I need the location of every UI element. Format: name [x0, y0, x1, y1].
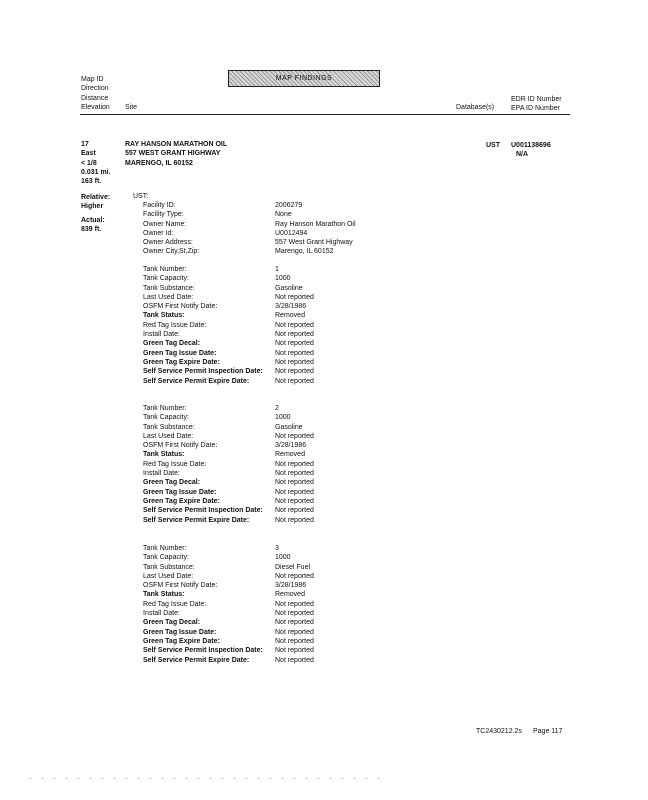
tank-field-label: Green Tag Issue Date:	[143, 628, 217, 636]
tank-field-label: Self Service Permit Expire Date:	[143, 516, 250, 524]
tank-field-label: Tank Substance:	[143, 284, 195, 292]
tank-field-label: Tank Substance:	[143, 563, 195, 571]
tank-field-value: Not reported	[275, 349, 314, 357]
tank-field-value: Not reported	[275, 340, 314, 348]
facility-value: None	[275, 211, 292, 219]
facility-label: Owner Id:	[143, 229, 174, 237]
tank-field-label: Tank Status:	[143, 451, 185, 459]
tank-field-value: 3	[275, 545, 279, 552]
database-value: UST	[486, 142, 500, 149]
elevation-label: Elevation	[81, 103, 110, 111]
tank-2-values	[275, 405, 314, 526]
tank-field-value: Not reported	[275, 377, 314, 385]
edr-id-value: U001138696	[511, 142, 551, 149]
tank-field-value: Not reported	[275, 619, 314, 627]
tank-field-value: Gasoline	[275, 284, 303, 292]
epa-id-value: N/A	[516, 151, 529, 158]
document-id: TC2430212.2s	[476, 728, 522, 735]
distance-label: Distance	[81, 94, 109, 102]
tank-field-label: Tank Capacity:	[143, 414, 189, 422]
left-header-labels	[81, 76, 110, 113]
facility-value: 557 West Grant Highway	[275, 239, 353, 247]
tank-field-value: 1000	[275, 554, 291, 562]
facility-label: Owner Address:	[143, 239, 193, 247]
tank-field-value: Removed	[275, 591, 305, 599]
site-name: RAY HANSON MARATHON OIL	[125, 141, 228, 148]
tank-1-labels	[143, 266, 263, 387]
tank-field-label: OSFM First Notify Date:	[143, 442, 218, 450]
tank-field-value: Not reported	[275, 600, 314, 608]
tank-field-label: Last Used Date:	[143, 572, 194, 580]
tank-field-label: Green Tag Decal:	[143, 619, 201, 627]
tank-field-label: Last Used Date:	[143, 293, 194, 301]
direction-value: East	[81, 150, 96, 158]
facility-label: Facility Type:	[143, 211, 184, 219]
tank-field-label: Tank Status:	[143, 591, 185, 599]
distance-feet: 163 ft.	[81, 178, 102, 186]
tank-field-value: Not reported	[275, 647, 314, 655]
actual-value: 839 ft.	[81, 225, 102, 233]
tank-field-value: Not reported	[275, 610, 314, 618]
tank-field-label: Tank Capacity:	[143, 554, 189, 562]
tank-field-value: Not reported	[275, 572, 314, 580]
elevation-info	[81, 194, 110, 235]
tank-field-label: Red Tag Issue Date:	[143, 600, 207, 608]
tank-field-value: Not reported	[275, 358, 314, 366]
map-findings-banner	[228, 70, 380, 87]
tank-field-label: Self Service Permit Expire Date:	[143, 656, 250, 664]
database-header-label: Database(s)	[456, 104, 495, 111]
tank-field-label: Install Date:	[143, 331, 180, 339]
tank-field-value: Not reported	[275, 321, 314, 329]
tank-field-label: Tank Number:	[143, 405, 187, 412]
tank-field-value: 1000	[275, 275, 291, 283]
site-street: 557 WEST GRANT HIGHWAY	[125, 150, 221, 158]
tank-field-label: Green Tag Expire Date:	[143, 497, 220, 505]
tank-field-value: 3/28/1986	[275, 303, 307, 311]
tank-3-values	[275, 545, 314, 666]
tank-field-label: Self Service Permit Inspection Date:	[143, 507, 263, 515]
tank-field-label: Self Service Permit Inspection Date:	[143, 368, 263, 376]
tank-field-value: Not reported	[275, 637, 314, 645]
actual-label: Actual:	[81, 216, 105, 224]
facility-value: Marengo, IL 60152	[275, 248, 334, 256]
tank-field-value: Not reported	[275, 488, 314, 496]
tank-field-label: Green Tag Issue Date:	[143, 488, 217, 496]
tank-field-label: Tank Number:	[143, 266, 187, 273]
edr-id-header-label: EDR ID Number	[511, 96, 562, 103]
facility-value: Ray Hanson Marathon Oil	[275, 220, 356, 228]
tank-field-label: OSFM First Notify Date:	[143, 582, 218, 590]
tank-field-label: Red Tag Issue Date:	[143, 460, 207, 468]
relative-value: Higher	[81, 203, 104, 211]
site-address	[125, 141, 227, 169]
tank-1-values	[275, 266, 314, 387]
site-city: MARENGO, IL 60152	[125, 159, 193, 167]
tank-field-label: Green Tag Issue Date:	[143, 349, 217, 357]
tank-field-value: Not reported	[275, 331, 314, 339]
ust-heading: UST:	[133, 193, 149, 200]
tank-field-value: Not reported	[275, 293, 314, 301]
tank-field-value: 3/28/1986	[275, 442, 307, 450]
tank-field-label: Install Date:	[143, 610, 180, 618]
header-divider	[80, 114, 570, 115]
tank-field-value: Removed	[275, 451, 305, 459]
tank-field-value: Not reported	[275, 516, 314, 524]
tank-field-label: Red Tag Issue Date:	[143, 321, 207, 329]
tank-field-label: Green Tag Expire Date:	[143, 637, 220, 645]
tank-field-label: OSFM First Notify Date:	[143, 303, 218, 311]
site-header-label: Site	[125, 104, 138, 111]
scan-artifact-dots	[30, 778, 390, 779]
tank-field-label: Green Tag Decal:	[143, 340, 201, 348]
page-number: Page 117	[533, 728, 563, 735]
tank-field-value: 3/28/1986	[275, 582, 307, 590]
facility-label: Owner Name:	[143, 220, 187, 228]
tank-3-labels	[143, 545, 263, 666]
tank-field-label: Tank Number:	[143, 545, 187, 552]
site-location-info	[81, 141, 111, 187]
tank-field-value: 1	[275, 266, 279, 273]
epa-id-header-label: EPA ID Number	[511, 105, 560, 112]
tank-field-value: 2	[275, 405, 279, 412]
banner-title: MAP FINDINGS	[275, 75, 333, 82]
facility-label: Owner City,St,Zip:	[143, 248, 200, 256]
tank-field-value: Not reported	[275, 432, 314, 440]
map-id-value: 17	[81, 141, 89, 148]
tank-field-value: Not reported	[275, 470, 314, 478]
tank-field-label: Tank Capacity:	[143, 275, 189, 283]
distance-band: < 1/8	[81, 159, 97, 167]
facility-value: U0012494	[275, 229, 308, 237]
distance-miles: 0.031 mi.	[81, 168, 111, 176]
tank-field-value: Not reported	[275, 368, 314, 376]
tank-field-label: Self Service Permit Expire Date:	[143, 377, 250, 385]
relative-label: Relative:	[81, 194, 111, 201]
tank-field-value: Not reported	[275, 497, 314, 505]
tank-field-label: Green Tag Expire Date:	[143, 358, 220, 366]
tank-field-value: Not reported	[275, 507, 314, 515]
direction-label: Direction	[81, 85, 109, 93]
tank-field-label: Green Tag Decal:	[143, 479, 201, 487]
tank-field-value: Diesel Fuel	[275, 563, 311, 571]
tank-field-value: 1000	[275, 414, 291, 422]
tank-field-label: Install Date:	[143, 470, 180, 478]
tank-field-value: Not reported	[275, 479, 314, 487]
tank-field-value: Gasoline	[275, 423, 303, 431]
tank-2-labels	[143, 405, 263, 526]
tank-field-value: Removed	[275, 312, 305, 320]
tank-field-label: Tank Status:	[143, 312, 185, 320]
facility-value: 2006279	[275, 202, 303, 209]
facility-label: Facility ID:	[143, 202, 176, 209]
tank-field-value: Not reported	[275, 628, 314, 636]
facility-labels	[143, 202, 199, 258]
tank-field-label: Self Service Permit Inspection Date:	[143, 647, 263, 655]
facility-values	[275, 202, 356, 258]
tank-field-value: Not reported	[275, 656, 314, 664]
tank-field-label: Tank Substance:	[143, 423, 195, 431]
tank-field-value: Not reported	[275, 460, 314, 468]
map-id-label: Map ID	[81, 76, 104, 83]
tank-field-label: Last Used Date:	[143, 432, 194, 440]
